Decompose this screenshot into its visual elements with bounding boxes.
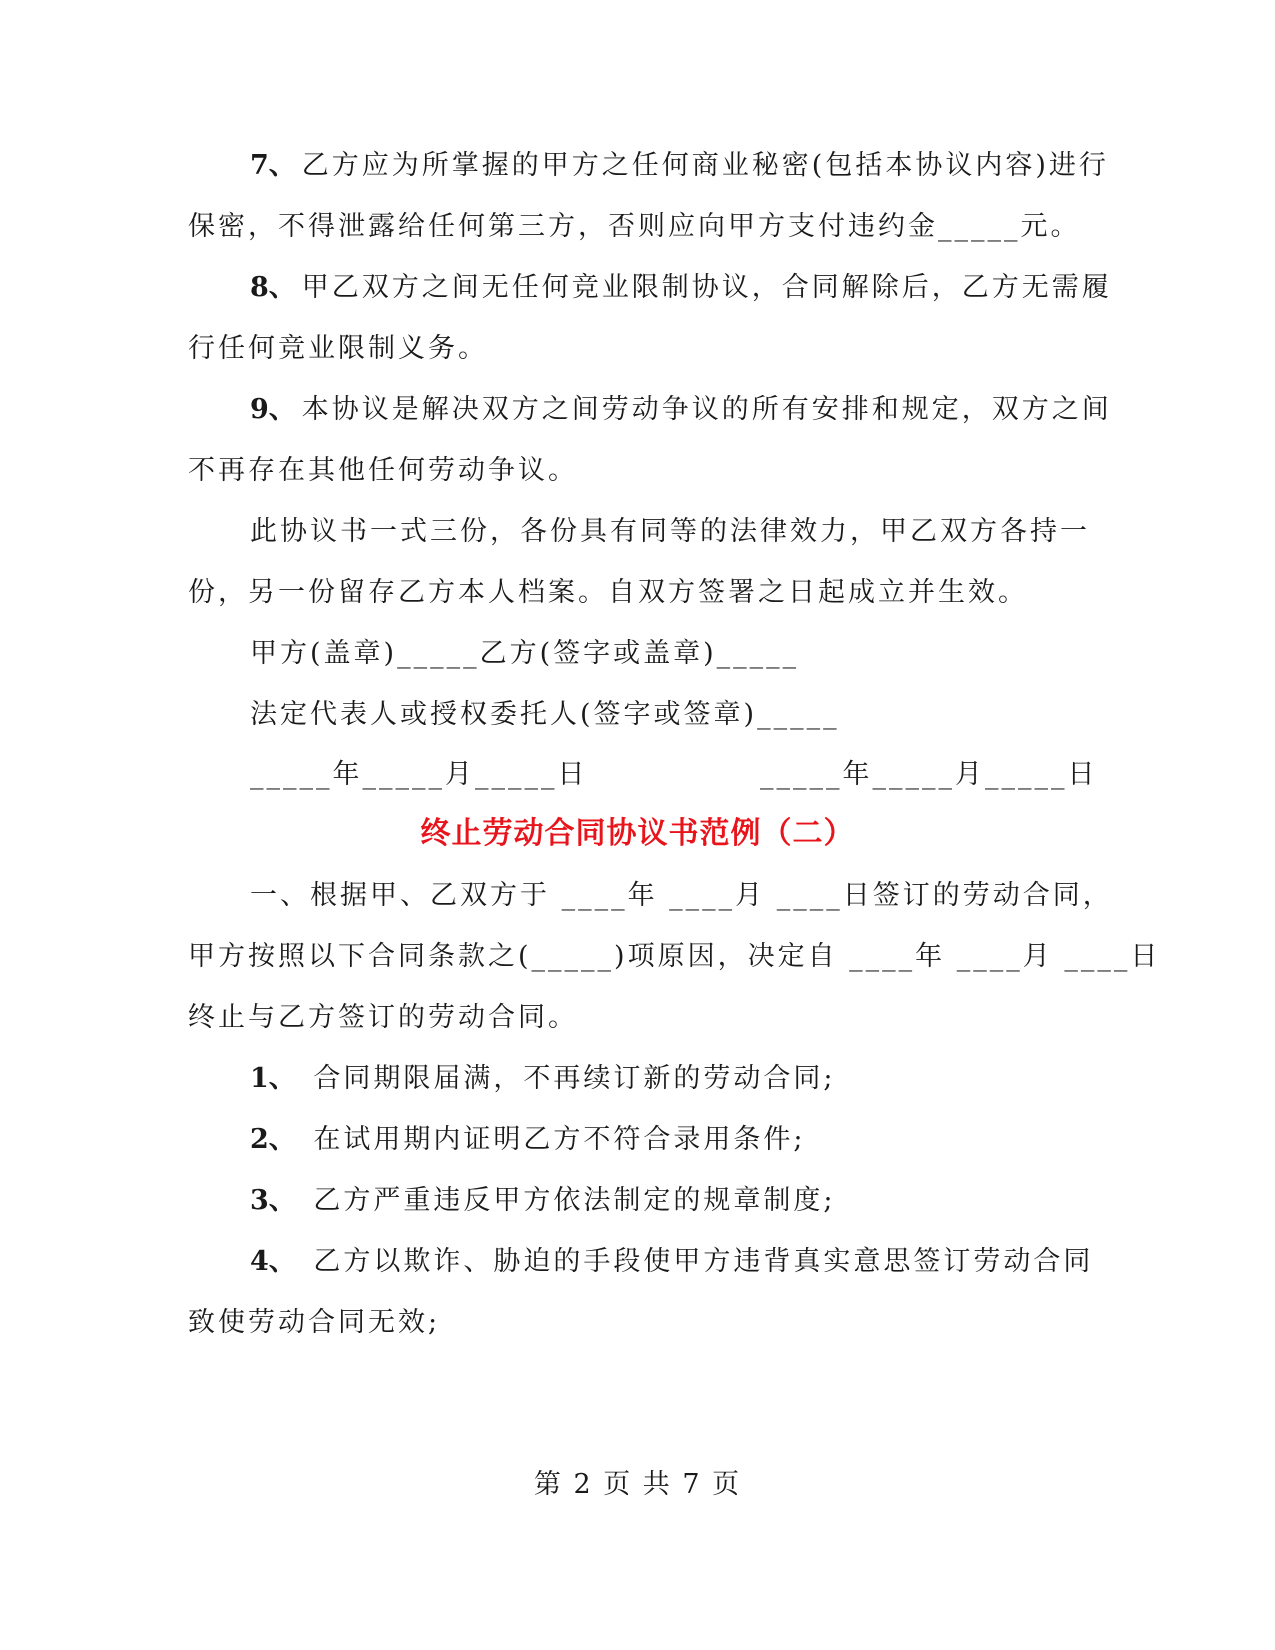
item-9-line-2: 不再存在其他任何劳动争议。: [188, 455, 578, 486]
list-item: [250, 1244, 1150, 1280]
date-right: _____年_____月_____日: [760, 759, 1098, 790]
intro-line-3: 终止与乙方签订的劳动合同。: [188, 1002, 578, 1033]
item-9-line-1: [250, 392, 1150, 428]
closing-line-2: 份，另一份留存乙方本人档案。自双方签署之日起成立并生效。: [188, 577, 1028, 608]
item-9-text-1: 本协议是解决双方之间劳动争议的所有安排和规定，双方之间: [301, 394, 1112, 425]
date-left: _____年_____月_____日: [250, 759, 588, 790]
list-item-number: 2、: [250, 1124, 296, 1155]
list-item-text: 在试用期内证明乙方不符合录用条件;: [313, 1124, 806, 1155]
item-8-text-1: 甲乙双方之间无任何竞业限制协议，合同解除后，乙方无需履: [301, 272, 1112, 303]
list-item-4-continued: 致使劳动合同无效;: [188, 1307, 441, 1338]
item-9-number: 9、: [250, 394, 296, 425]
date-row: [250, 757, 1150, 793]
item-8-number: 8、: [250, 272, 296, 303]
list-item-text: 合同期限届满，不再续订新的劳动合同;: [313, 1063, 836, 1094]
item-7-line-1: [250, 148, 1150, 184]
item-8-line-1: [250, 270, 1150, 306]
list-item-text: 乙方严重违反甲方依法制定的规章制度;: [313, 1185, 836, 1216]
signature-representative: 法定代表人或授权委托人(签字或签章)_____: [250, 699, 840, 730]
intro-line-2: 甲方按照以下合同条款之(_____)项原因，决定自 ____年 ____月 ____日: [188, 941, 1161, 972]
closing-line-1: 此协议书一式三份，各份具有同等的法律效力，甲乙双方各持一: [250, 516, 1090, 547]
list-item-text: 乙方以欺诈、胁迫的手段使甲方违背真实意思签订劳动合同: [313, 1246, 1094, 1277]
intro-line-1: 一、根据甲、乙双方于 ____年 ____月 ____日签订的劳动合同，: [250, 880, 1113, 911]
page-number-footer: 第 2 页 共 7 页: [533, 1469, 742, 1500]
list-item-number: 3、: [250, 1185, 296, 1216]
signature-parties: 甲方(盖章)_____乙方(签字或盖章)_____: [250, 638, 800, 669]
list-item: [250, 1061, 1150, 1097]
item-7-line-2: 保密，不得泄露给任何第三方，否则应向甲方支付违约金_____元。: [188, 211, 1081, 242]
section-heading: 终止劳动合同协议书范例（二）: [420, 816, 855, 851]
list-item: [250, 1183, 1150, 1219]
list-item-number: 4、: [250, 1246, 296, 1277]
list-item-number: 1、: [250, 1063, 296, 1094]
item-8-line-2: 行任何竞业限制义务。: [188, 333, 488, 364]
item-7-number: 7、: [250, 150, 296, 181]
item-7-text-1: 乙方应为所掌握的甲方之任何商业秘密(包括本协议内容)进行: [301, 150, 1109, 181]
list-item: [250, 1122, 1150, 1158]
